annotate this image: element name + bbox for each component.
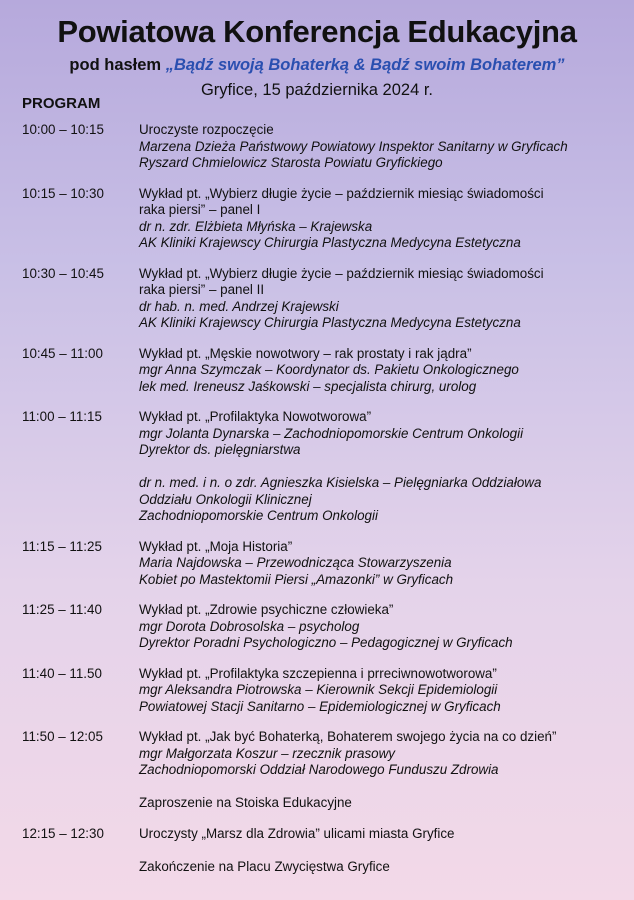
agenda-spacer bbox=[139, 459, 622, 476]
agenda-item bbox=[22, 186, 622, 252]
place-and-date: Gryfice, 15 października 2024 r. bbox=[200, 81, 434, 99]
agenda-speaker-line: mgr Aleksandra Piotrowska – Kierownik Sekcji Epidemiologii bbox=[139, 682, 498, 697]
agenda-speaker-line: AK Kliniki Krajewscy Chirurgia Plastyczna Medycyna Estetyczna bbox=[139, 315, 521, 330]
agenda-time: 10:00 – 10:15 bbox=[22, 122, 104, 137]
agenda-description bbox=[139, 666, 622, 716]
agenda-speaker-line: mgr Anna Szymczak – Koordynator ds. Pakietu Onkologicznego bbox=[139, 362, 519, 377]
agenda-speaker-line: AK Kliniki Krajewscy Chirurgia Plastyczna Medycyna Estetyczna bbox=[139, 235, 521, 250]
agenda-time: 10:15 – 10:30 bbox=[22, 185, 104, 201]
agenda-text-line: Wykład pt. „Wybierz długie życie – październik miesiąc świadomości bbox=[139, 265, 544, 281]
agenda-time: 11:25 – 11:40 bbox=[22, 602, 102, 617]
agenda-speaker-line: Zachodniopomorski Oddział Narodowego Funduszu Zdrowia bbox=[139, 762, 499, 777]
agenda-speaker-line: Kobiet po Mastektomii Piersi „Amazonki” w Gryficach bbox=[139, 571, 454, 587]
agenda-time: 11:15 – 11:25 bbox=[22, 538, 102, 554]
agenda-speaker-line: Ryszard Chmielowicz Starosta Powiatu Gryfickiego bbox=[139, 155, 443, 170]
agenda-speaker-line: Marzena Dzieża Państwowy Powiatowy Inspektor Sanitarny w Gryficach bbox=[139, 138, 568, 154]
agenda-item bbox=[22, 409, 622, 525]
agenda-speaker-line: Oddziału Onkologii Klinicznej bbox=[139, 491, 312, 507]
agenda-item bbox=[22, 666, 622, 716]
conference-subtitle bbox=[0, 56, 634, 75]
agenda-text-line: Wykład pt. „Wybierz długie życie – październik miesiąc świadomości bbox=[139, 185, 544, 201]
agenda-speaker-line: Powiatowej Stacji Sanitarno – Epidemiologicznej w Gryficach bbox=[139, 698, 501, 714]
agenda-description bbox=[139, 346, 622, 396]
agenda-item bbox=[22, 602, 622, 652]
agenda-description bbox=[139, 729, 622, 812]
agenda-text-line: Wykład pt. „Męskie nowotwory – rak prostaty i rak jądra” bbox=[139, 345, 472, 361]
agenda-speaker-line: Dyrektor Poradni Psychologiczno – Pedagogicznej w Gryficach bbox=[139, 635, 513, 650]
agenda-speaker-line: mgr Małgorzata Koszur – rzecznik prasowy bbox=[139, 745, 395, 761]
agenda-item bbox=[22, 346, 622, 396]
agenda-text-line: Wykład pt. „Zdrowie psychiczne człowieka” bbox=[139, 602, 394, 617]
agenda-description bbox=[139, 602, 622, 652]
agenda-text-line: raka piersi” – panel I bbox=[139, 202, 261, 217]
agenda-speaker-line: dr hab. n. med. Andrzej Krajewski bbox=[139, 298, 339, 314]
agenda-text-line: Zaproszenie na Stoiska Edukacyjne bbox=[139, 795, 352, 810]
agenda-speaker-line: mgr Dorota Dobrosolska – psycholog bbox=[139, 618, 360, 634]
agenda-speaker-line: dr n. med. i n. o zdr. Agnieszka Kisielska – Pielęgniarka Oddziałowa bbox=[139, 475, 542, 490]
agenda-text-line: Wykład pt. „Profilaktyka Nowotworowa” bbox=[139, 409, 372, 424]
agenda-description bbox=[139, 186, 622, 252]
agenda-time: 11:40 – 11.50 bbox=[22, 665, 102, 681]
agenda-time: 10:30 – 10:45 bbox=[22, 265, 104, 281]
conference-title: Powiatowa Konferencja Edukacyjna bbox=[57, 14, 577, 49]
agenda-list bbox=[22, 122, 622, 889]
agenda-time: 12:15 – 12:30 bbox=[22, 825, 104, 841]
agenda-text-line: raka piersi” – panel II bbox=[139, 282, 265, 297]
agenda-description bbox=[139, 122, 622, 172]
agenda-text-line: Wykład pt. „Jak być Bohaterką, Bohaterem swojego życia na co dzień” bbox=[139, 729, 557, 744]
agenda-description bbox=[139, 826, 622, 876]
agenda-description bbox=[139, 409, 622, 525]
agenda-item bbox=[22, 729, 622, 812]
agenda-speaker-line: Zachodniopomorskie Centrum Onkologii bbox=[139, 508, 378, 523]
agenda-item bbox=[22, 826, 622, 876]
agenda-time: 11:00 – 11:15 bbox=[22, 409, 102, 424]
agenda-time: 11:50 – 12:05 bbox=[22, 729, 103, 744]
agenda-spacer bbox=[139, 779, 622, 796]
subtitle-prefix: pod hasłem bbox=[69, 56, 166, 74]
agenda-item bbox=[22, 539, 622, 589]
agenda-item bbox=[22, 122, 622, 172]
agenda-time: 10:45 – 11:00 bbox=[22, 345, 103, 361]
program-heading: PROGRAM bbox=[22, 95, 101, 112]
agenda-text-line: Zakończenie na Placu Zwycięstwa Gryfice bbox=[139, 858, 390, 874]
agenda-speaker-line: Dyrektor ds. pielęgniarstwa bbox=[139, 442, 301, 457]
agenda-text-line: Wykład pt. „Profilaktyka szczepienna i prreciwnowotworowa” bbox=[139, 665, 497, 681]
agenda-speaker-line: lek med. Ireneusz Jaśkowski – specjalista chirurg, urolog bbox=[139, 378, 477, 394]
agenda-description bbox=[139, 539, 622, 589]
conference-motto: „Bądź swoją Bohaterką & Bądź swoim Bohaterem” bbox=[165, 56, 565, 74]
agenda-item bbox=[22, 266, 622, 332]
agenda-text-line: Uroczyste rozpoczęcie bbox=[139, 122, 274, 137]
agenda-text-line: Uroczysty „Marsz dla Zdrowia” ulicami miasta Gryfice bbox=[139, 825, 455, 841]
agenda-speaker-line: Maria Najdowska – Przewodnicząca Stowarzyszenia bbox=[139, 555, 452, 570]
agenda-speaker-line: dr n. zdr. Elżbieta Młyńska – Krajewska bbox=[139, 218, 373, 234]
agenda-text-line: Wykład pt. „Moja Historia” bbox=[139, 538, 293, 554]
agenda-description bbox=[139, 266, 622, 332]
agenda-speaker-line: mgr Jolanta Dynarska – Zachodniopomorskie Centrum Onkologii bbox=[139, 425, 524, 441]
agenda-spacer bbox=[139, 842, 622, 859]
